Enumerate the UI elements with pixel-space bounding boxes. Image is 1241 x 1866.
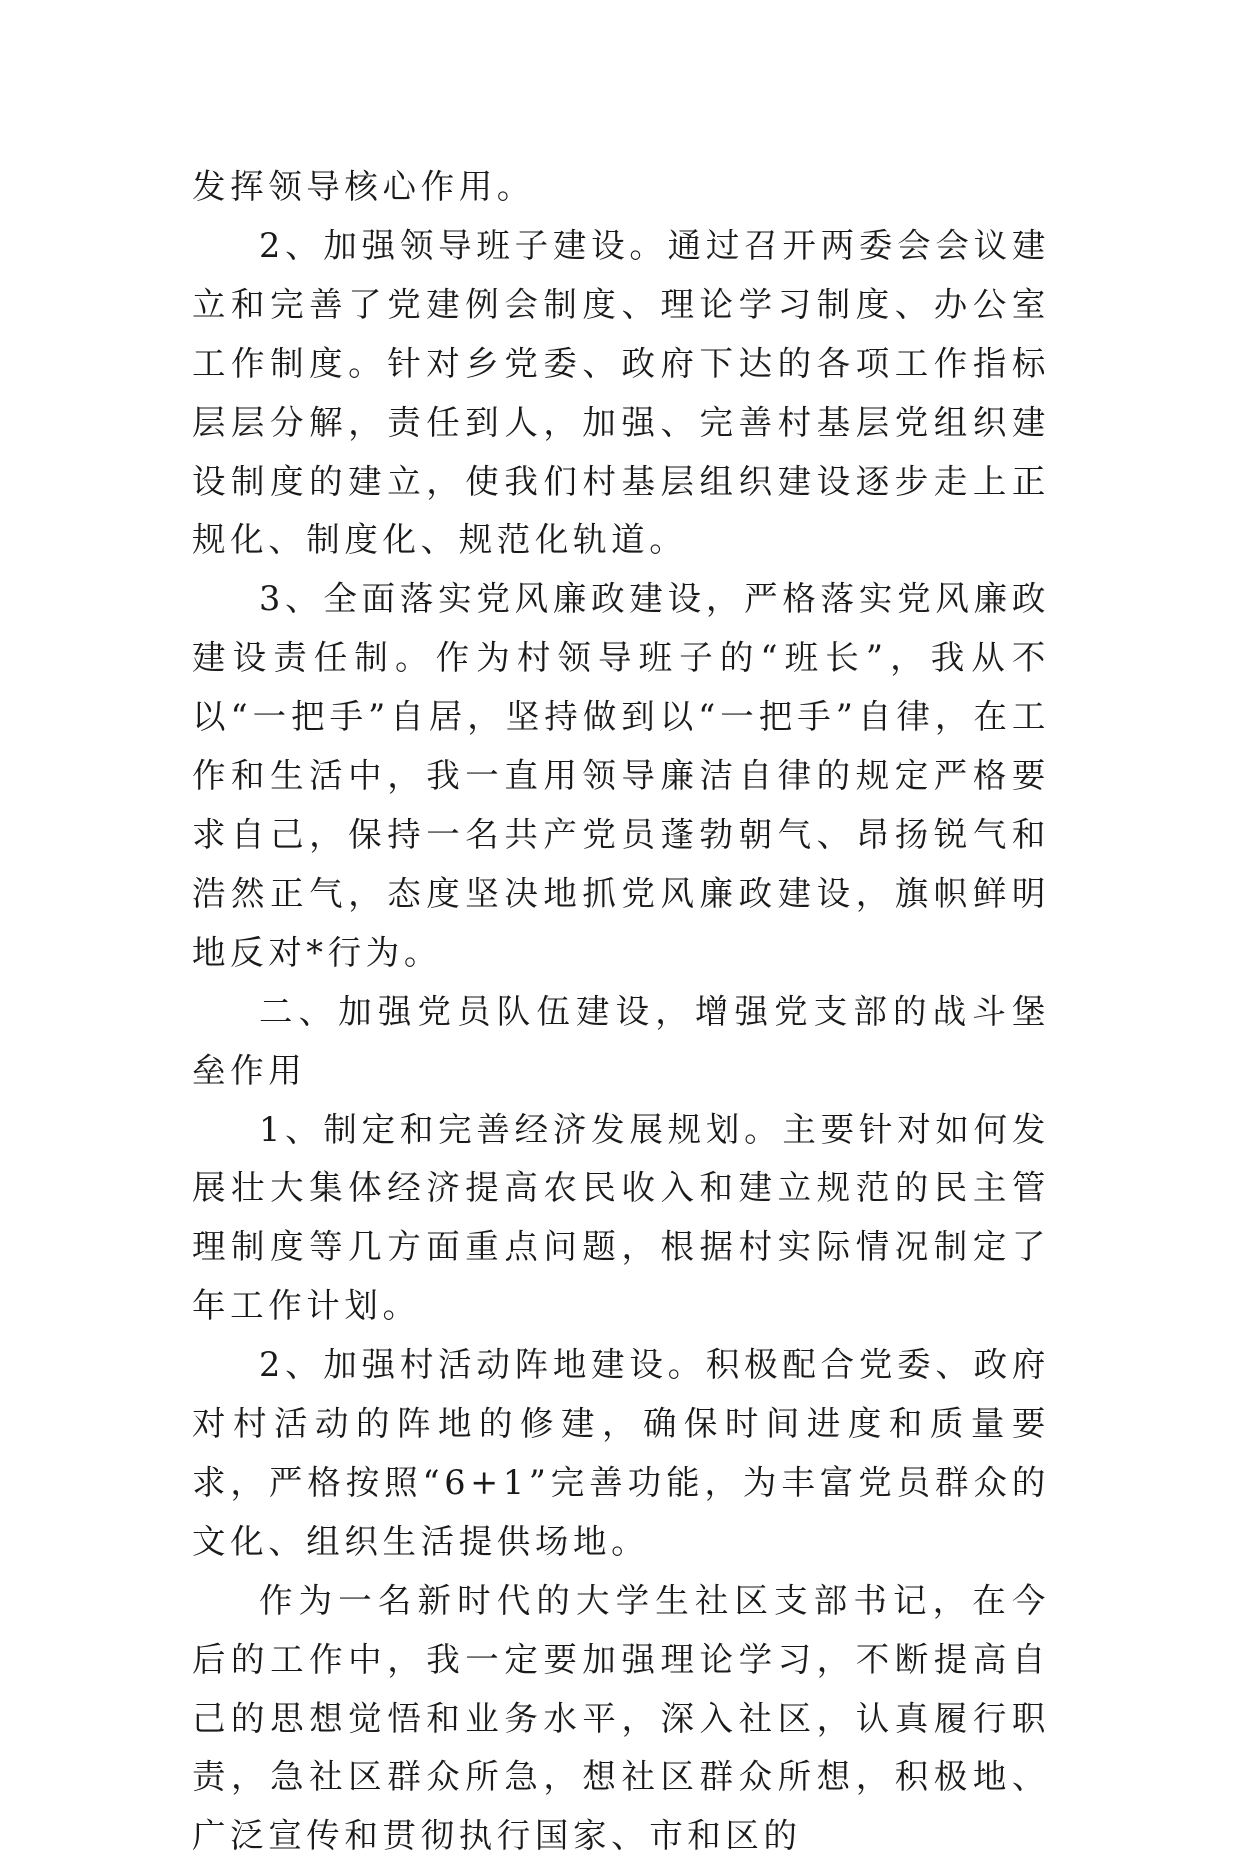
paragraph-economic-plan: 1、制定和完善经济发展规划。主要针对如何发展壮大集体经济提高农民收入和建立规范的民主管理制度等几方面重点问题，根据村实际情况制定了年工作计划。 [192,1109,1050,1326]
paragraph-anti-corruption: 3、全面落实党风廉政建设，严格落实党风廉政建设责任制。作为村领导班子的“班长”，我从不以“一把手”自居，坚持做到以“一把手”自律，在工作和生活中，我一直用领导廉洁自律的规定严格要求自己，保持一名共产党员蓬勃朝气、昂扬锐气和浩然正气，态度坚决地抓党风廉政建设，旗帜鲜明地反对*行为。 [192,579,1050,972]
paragraph-future-work: 作为一名新时代的大学生社区支部书记，在今后的工作中，我一定要加强理论学习，不断提高自己的思想觉悟和业务水平，深入社区，认真履行职责，急社区群众所急，想社区群众所想，积极地、广泛宣传和贯彻执行国家、市和区的 [192,1580,1050,1856]
paragraph-leadership-team: 2、加强领导班子建设。通过召开两委会会议建立和完善了党建例会制度、理论学习制度、办公室工作制度。针对乡党委、政府下达的各项工作指标层层分解，责任到人，加强、完善村基层党组织建设制度的建立，使我们村基层组织建设逐步走上正规化、制度化、规范化轨道。 [192,225,1050,560]
section-heading-party-members: 二、加强党员队伍建设，增强党支部的战斗堡垒作用 [192,991,1050,1090]
document-body [192,158,1050,1866]
paragraph-activity-venue: 2、加强村活动阵地建设。积极配合党委、政府对村活动的阵地的修建，确保时间进度和质量要求，严格按照“6+1”完善功能，为丰富党员群众的文化、组织生活提供场地。 [192,1345,1050,1561]
paragraph-continuation: 发挥领导核心作用。 [192,167,535,206]
